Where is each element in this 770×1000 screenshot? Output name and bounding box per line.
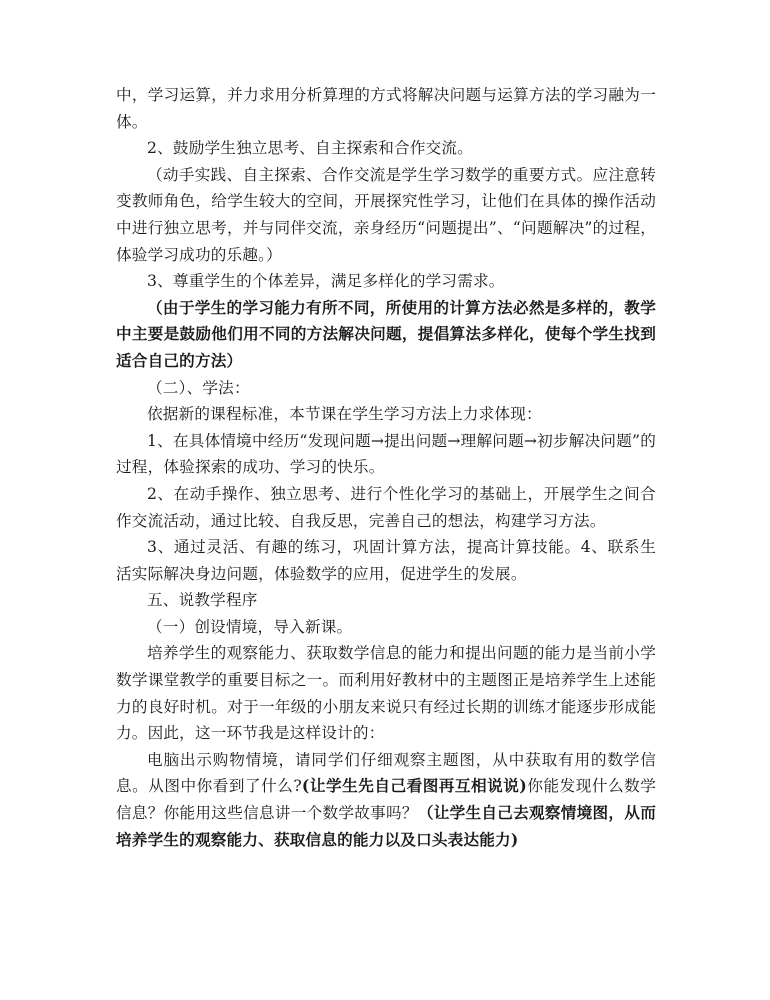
paragraph-2: 2、鼓励学生独立思考、自主探索和合作交流。 <box>147 139 473 158</box>
paragraph-7: 依据新的课程标准，本节课在学生学习方法上力求体现： <box>147 405 542 424</box>
paragraph-5-bold: （由于学生的学习能力有所不同，所使用的计算方法必然是多样的，教学中主要是鼓励他们用不同的方法解决问题，提倡算法多样化，使每个学生找到适合自己的方法） <box>116 297 656 370</box>
paragraph-14-part-2-bold: (让学生先自己看图再互相说说) <box>301 776 528 796</box>
document-page <box>116 82 656 853</box>
paragraph-14 <box>116 747 656 853</box>
paragraph-1: 中，学习运算，并力求用分析算理的方式将解决问题与运算方法的学习融为一体。 <box>116 86 656 131</box>
section-heading-study-method: （二）、学法： <box>147 378 250 397</box>
paragraph-14-part-4-bold: （让学生自己去观察情境图，从而培养学生的观察能力、获取信息的能力以及口头表达能力) <box>116 803 656 849</box>
paragraph-13: 培养学生的观察能力、获取数学信息的能力和提出问题的能力是当前小学数学课堂教学的重要目标之一。而利用好教材中的主题图正是培养学生上述能力的良好时机。对于一年级的小朋友来说只有经过长期的训练才能逐步形成能力。因此，这一环节我是这样设计的： <box>116 644 656 743</box>
paragraph-10: 3、通过灵活、有趣的练习，巩固计算方法，提高计算技能。4、联系生活实际解决身边问题，体验数学的应用，促进学生的发展。 <box>116 538 656 583</box>
paragraph-8: 1、在具体情境中经历“发现问题→提出问题→理解问题→初步解决问题”的过程，体验探索的成功、学习的快乐。 <box>116 431 656 477</box>
paragraph-9: 2、在动手操作、独立思考、进行个性化学习的基础上，开展学生之间合作交流活动，通过比较、自我反思，完善自己的想法，构建学习方法。 <box>116 484 656 530</box>
paragraph-4: 3、尊重学生的个体差异，满足多样化的学习需求。 <box>147 272 505 291</box>
paragraph-14-part-3: 你能发现什么数学信息？你能用这些信息讲一个数学故事吗？ <box>116 777 656 823</box>
paragraph-14-part-1: 电脑出示购物情境，请同学们仔细观察主题图，从中获取有用的数学信息。从图中你看到了什么? <box>116 750 656 796</box>
paragraph-3: （动手实践、自主探索、合作交流是学生学习数学的重要方式。应注意转变教师角色，给学生较大的空间，开展探究性学习，让他们在具体的操作活动中进行独立思考，并与同伴交流，亲身经历“问题提出”、“问题解决”的过程，体验学习成功的乐趣。） <box>116 165 656 264</box>
subsection-heading-create-scenario: （一）创设情境，导入新课。 <box>147 617 353 636</box>
section-heading-teaching-procedure: 五、说教学程序 <box>147 591 258 610</box>
